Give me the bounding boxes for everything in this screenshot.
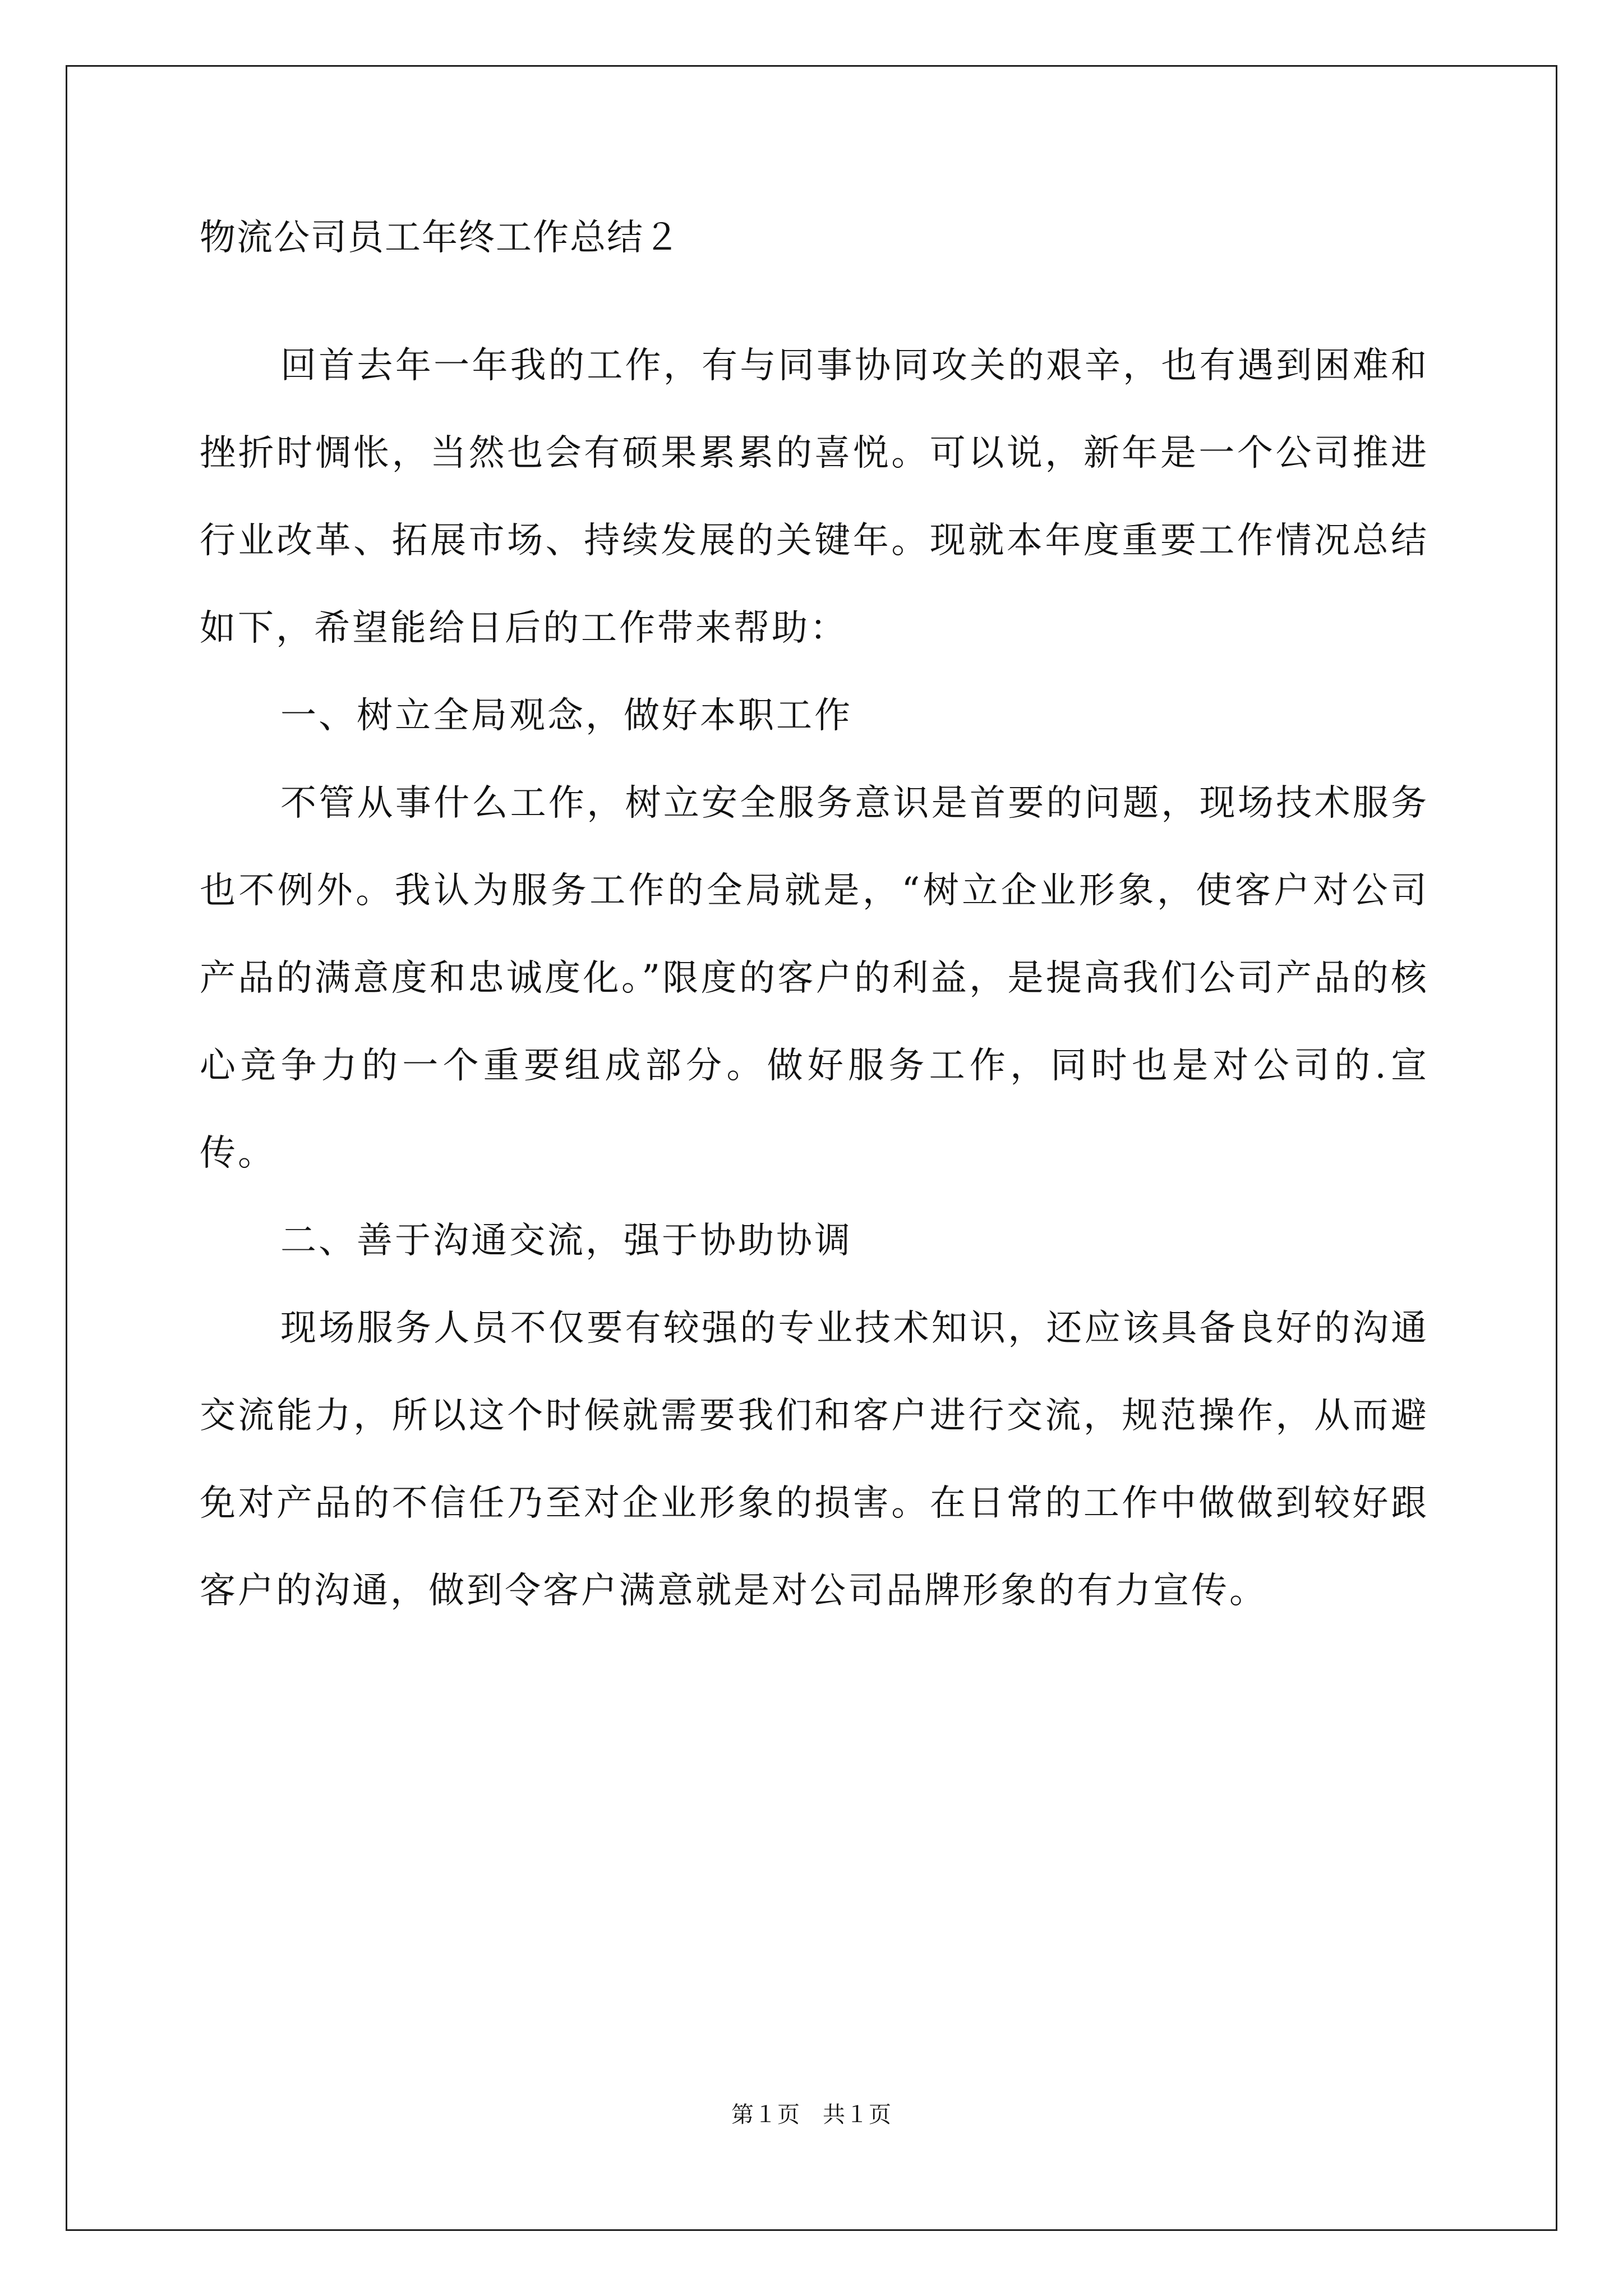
paragraph-intro: 回首去年一年我的工作，有与同事协同攻关的艰辛，也有遇到困难和挫折时惆怅，当然也会有硕果累累的喜悦。可以说，新年是一个公司推进行业改革、拓展市场、持续发展的关键年。现就本年度重要工作情况总结如下，希望能给日后的工作带来帮助： (200, 345, 1429, 649)
page-number: 第１页 (731, 2102, 800, 2128)
page-total: 共１页 (823, 2102, 892, 2128)
document-title: 物流公司员工年终工作总结２ (200, 217, 681, 259)
section-heading-1: 一、树立全局观念，做好本职工作 (280, 695, 852, 737)
section-heading-2: 二、善于沟通交流，强于协助协调 (280, 1220, 852, 1262)
paragraph-section-1: 不管从事什么工作，树立安全服务意识是首要的问题，现场技术服务也不例外。我认为服务工作的全局就是，“树立企业形象，使客户对公司产品的满意度和忠诚度化。”限度的客户的利益，是提高我们公司产品的核心竞争力的一个重要组成部分。做好服务工作，同时也是对公司的.宣传。 (200, 783, 1429, 1174)
document-body (200, 217, 1429, 1635)
paragraph-section-2: 现场服务人员不仅要有较强的专业技术知识，还应该具备良好的沟通交流能力，所以这个时候就需要我们和客户进行交流，规范操作，从而避免对产品的不信任乃至对企业形象的损害。在日常的工作中做做到较好跟客户的沟通，做到令客户满意就是对公司品牌形象的有力宣传。 (200, 1308, 1429, 1612)
page-footer (0, 2104, 1623, 2126)
